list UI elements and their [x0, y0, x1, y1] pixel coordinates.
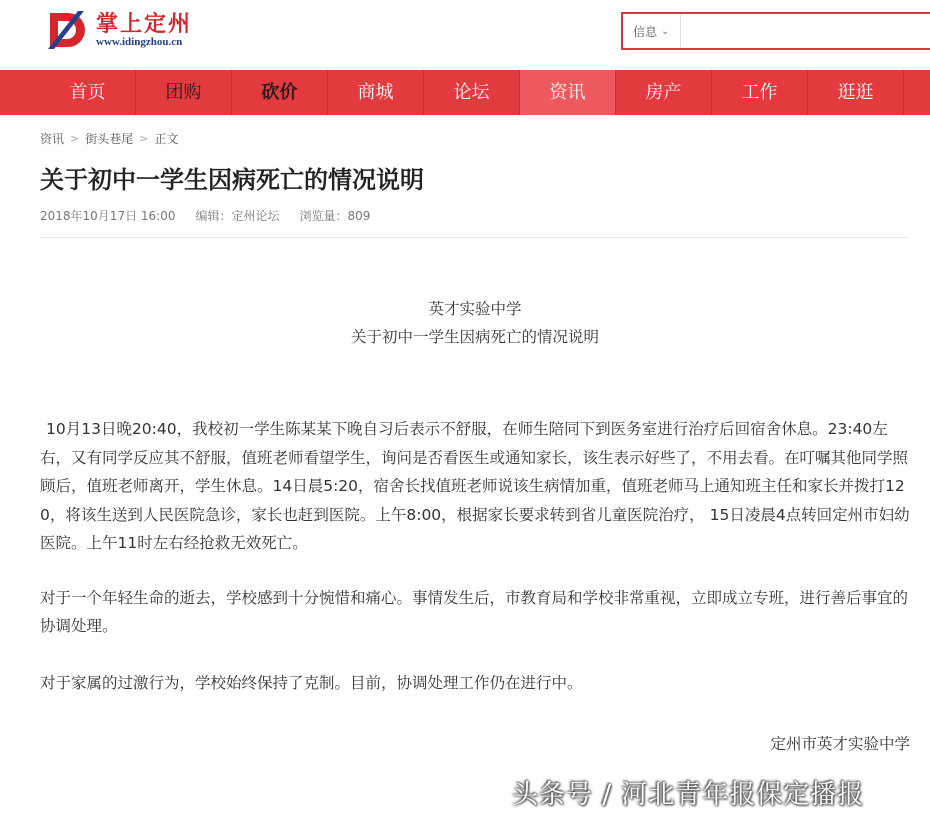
chevron-down-icon: ⌄ [661, 25, 670, 37]
source-watermark: 头条号 / 河北青年报保定播报 [512, 780, 865, 810]
breadcrumb-current: 正文 [154, 132, 179, 146]
site-header [0, 0, 930, 70]
search-input[interactable] [682, 14, 930, 48]
article-school-heading: 英才实验中学 [428, 300, 522, 318]
article-paragraph: 10月13日晚20:40，我校初一学生陈某某下晚自习后表示不舒服，在师生陪同下到医务室进行治疗后回宿舍休息。23:40左右，又有同学反应其不舒服，值班老师看望学生，询问是否看医生或通知家长，该生表示好些了，不用去看。在叮嘱其他同学照顾后，值班老师离开，学生休息。14日晨5:20，宿舍长找值班老师说该生病情加重，值班老师马上通知班主任和家长并拨打120，将该生送到人民医院急诊，家长也赶到医院。上午8:00，根据家长要求转到省儿童医院治疗， 15日凌晨4点转回定州市妇幼医院。上午11时左右经抢救无效死亡。 [40, 420, 910, 552]
article-paragraph: 对于一个年轻生命的逝去，学校感到十分惋惜和痛心。事情发生后，市教育局和学校非常重视，立即成立专班，进行善后事宜的协调处理。 [40, 588, 909, 635]
search-box [621, 12, 930, 50]
nav-item-group-buy[interactable]: 团购 [136, 70, 232, 115]
main-nav [0, 70, 930, 115]
site-logo[interactable] [44, 5, 204, 55]
breadcrumb [40, 130, 178, 147]
breadcrumb-link-news[interactable]: 资讯 [40, 132, 65, 146]
nav-item-real-estate[interactable]: 房产 [616, 70, 712, 115]
nav-item-bargain[interactable]: 砍价 [232, 70, 328, 115]
article-body [40, 295, 910, 758]
logo-name: 掌上定州 [96, 11, 193, 37]
nav-item-home[interactable]: 首页 [40, 70, 136, 115]
article-views: 浏览量：809 [299, 209, 371, 223]
nav-item-jobs[interactable]: 工作 [712, 70, 808, 115]
nav-item-forum[interactable]: 论坛 [424, 70, 520, 115]
article-signature: 定州市英才实验中学 [770, 735, 910, 753]
logo-mark-icon [44, 5, 90, 51]
logo-url: www.idingzhou.cn [96, 36, 183, 48]
article-editor: 编辑：定州论坛 [195, 209, 280, 223]
page-title: 关于初中一学生因病死亡的情况说明 [40, 166, 424, 194]
search-category-select[interactable] [623, 14, 681, 48]
nav-item-news[interactable]: 资讯 [520, 70, 616, 115]
chevron-right-icon: > [139, 132, 149, 145]
chevron-right-icon: > [70, 132, 80, 145]
nav-item-browse[interactable]: 逛逛 [808, 70, 904, 115]
article-meta [40, 207, 370, 224]
article-date: 2018年10月17日 16:00 [40, 209, 176, 223]
article-subtitle: 关于初中一学生因病死亡的情况说明 [350, 328, 599, 346]
article-paragraph: 对于家属的过激行为，学校始终保持了克制。目前，协调处理工作仍在进行中。 [40, 673, 583, 692]
divider [40, 237, 908, 238]
search-category-label: 信息 [633, 24, 658, 39]
breadcrumb-link-street[interactable]: 街头巷尾 [85, 132, 134, 146]
nav-item-mall[interactable]: 商城 [328, 70, 424, 115]
